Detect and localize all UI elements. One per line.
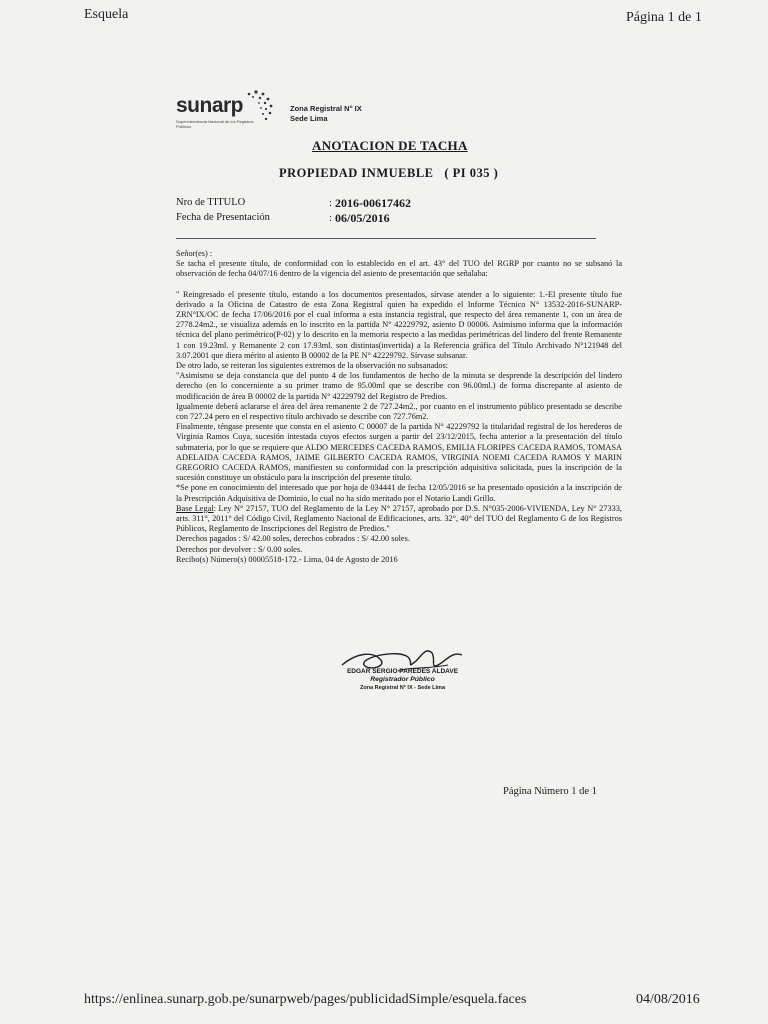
paragraph-finalmente: Finalmente, téngase presente que consta en el asiento C 00007 de la partida N° 42229792 la titularidad registral de los herederos de Virginia Ramos Cuya, sucesión intestada cuyos efectos surgen a partir del 23/12/2015, fecha anterior a la presentación del título submateria, por lo que se requiere que ALDO MERCEDES CACEDA RAMOS, EMILIA FLORIPES CACEDA RAMOS, TOMASA ADELAIDA CACEDA RAMOS, JAIME GILBERTO CACEDA RAMOS, VIRGINIA NOEMI CACEDA RAMOS Y MARIN GREGORIO CACEDA RAMOS, manifiesten su conformidad con la prescripción adquisitiva solicitada, pues la inscripción de la sucesión constituye un obstáculo para la inscripción del presente título. — [176, 422, 622, 483]
page-number: Página Número 1 de 1 — [503, 786, 597, 797]
header-rule — [176, 238, 596, 239]
paragraph-derechos-pagados: Derechos pagados : S/ 42.00 soles, derechos cobrados : S/ 42.00 soles. — [176, 534, 410, 544]
signature-block — [340, 668, 465, 692]
sunarp-logo — [176, 88, 276, 136]
signature-office: Zona Registral N° IX - Sede Lima — [359, 685, 446, 691]
signature-name: EDGAR SERGIO PAREDES ALDAVE — [346, 668, 459, 675]
print-footer-url: https://enlinea.sunarp.gob.pe/sunarpweb/pages/publicidadSimple/esquela.faces — [84, 992, 527, 1007]
zona-line-1: Zona Registral N° IX — [290, 104, 362, 113]
logo-wordmark: sunarp — [176, 94, 244, 117]
paragraph-base-legal — [176, 504, 622, 535]
field-value-titulo: 2016-00617462 — [335, 196, 411, 210]
field-label-fecha: Fecha de Presentación — [176, 212, 270, 223]
paragraph-igualmente: Igualmente deberá aclararse el área del área remanente 2 de 727.24m2., por cuanto en el instrumento público presentado se describe con 727.24 pero en el respectivo título archivado se describe con 727.76m2. — [176, 401, 622, 422]
paragraph-reingresado: " Reingresado el presente título, estando a los documentos presentados, sírvase atender a lo siguiente: 1.-El presente título fue derivado a la Oficina de Catastro de esta Zona Registral quien ha expedido el Informe Técnico N° 13532-2016-SUNARP-ZRN°IX/OC de fecha 17/06/2016 por el cual informa a esta instancia registral, que respecto del área remanente 1, con un área de 2778.24m2., se visualiza además en lo inscrito en la partida N° 42229792, asiento D 00006. Asimismo informa que la información técnica del plano perimétrico(P-02) y lo descrito en la memoria respecto a las medidas perimétricas del lindero del frente Remanente 1 con 19.23ml. y Remanente 2 con 17.93ml. son distintas(invertida) a la Referencia gráfica del Título Archivado N°121948 del 3.07.2001 que diera mérito al asiento B 00002 de la PE N° 42229792. Sírvase subsanar. — [176, 289, 622, 360]
document-subtitle: PROPIEDAD INMUEBLE ( PI 035 ) — [279, 166, 499, 180]
print-footer-date: 04/08/2016 — [636, 992, 700, 1007]
zona-line-2: Sede Lima — [290, 114, 328, 123]
field-colon-titulo: : — [329, 198, 332, 209]
salutation: Señor(es) : — [176, 249, 213, 258]
paragraph-derechos-devolver: Derechos por devolver : S/ 0.00 soles. — [176, 544, 303, 554]
print-header-page: Página 1 de 1 — [626, 10, 702, 25]
field-colon-fecha: : — [329, 213, 332, 224]
field-label-titulo: Nro de TITULO — [176, 197, 246, 208]
zona-registral — [290, 104, 362, 124]
document-title: ANOTACION DE TACHA — [312, 138, 468, 153]
logo-subtitle: Superintendencia Nacional de los Registros Públicos — [176, 119, 254, 129]
paragraph-otro-lado: De otro lado, se reiteran los siguientes extremos de la observación no subsanados: — [176, 361, 449, 371]
paragraph-tacha: Se tacha el presente título, de conformidad con lo establecido en el art. 43° del TUO del RGRP por cuanto no se subsanó la observación de fecha 04/07/16 dentro de la vigencia del asiento de presentación que señalaba: — [176, 259, 622, 279]
paragraph-asimismo: "Asimismo se deja constancia que del punto 4 de los fundamentos de hecho de la minuta se desprende la descripción del lindero derecho (en lo concerniente a su primer tramo de 95.00ml que se describe con 96.00ml.) de forma discrepante al asiento de modificación de área B 00002 de la partida N° 42229792 del Registro de Predios. — [176, 371, 622, 401]
base-legal-label: Base Legal — [176, 503, 214, 513]
field-value-fecha: 06/05/2016 — [335, 211, 390, 225]
document-body — [176, 249, 622, 565]
base-legal-text: : Ley N° 27157, TUO del Reglamento de la Ley N° 27157, aprobado por D.S. N°035-2006-VIVIENDA, Ley N° 27333, arts. 311°, 2011° del Código Civil, Reglamento Nacional de Edificaciones, arts. 32°, 40° del TUO del Reglamento G de los Registros Públicos, Reglamento de Inscripciones del Registro de Predios." — [176, 503, 622, 534]
print-header-title: Esquela — [84, 7, 129, 22]
paragraph-oposicion: *Se pone en conocimiento del interesado que por hoja de 034441 de fecha 12/05/2016 se ha presentado oposición a la inscripción de la Prescripción Adquisitiva de Dominio, lo cual no ha sido meritado por el Notario Landi Grillo. — [176, 483, 622, 503]
signature-role: Registrador Público — [370, 676, 435, 683]
paragraph-recibo: Recibo(s) Número(s) 00005518-172.- Lima, 04 de Agosto de 2016 — [176, 554, 398, 564]
